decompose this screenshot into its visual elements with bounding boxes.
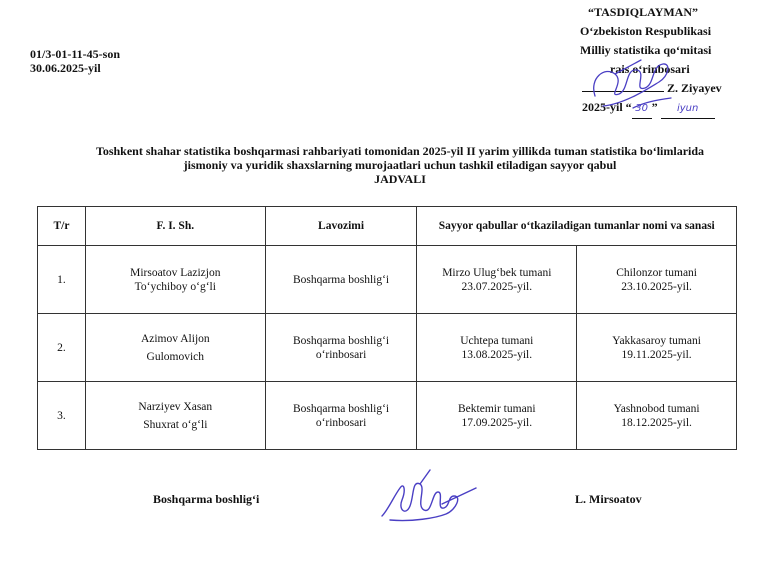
header-name: F. I. Sh. xyxy=(85,207,265,246)
table-row xyxy=(38,314,737,382)
approval-heading: “TASDIQLAYMAN” xyxy=(588,5,699,19)
row-name xyxy=(85,246,265,314)
district-name: Uchtepa tumani xyxy=(460,334,534,347)
row-name xyxy=(85,314,265,382)
district-date: 13.08.2025-yil. xyxy=(461,348,533,361)
row-district-1 xyxy=(417,246,577,314)
row-district-1 xyxy=(417,382,577,450)
header-districts: Sayyor qabullar o‘tkaziladigan tumanlar nomi va sanasi xyxy=(417,207,737,246)
registration-block xyxy=(30,47,120,75)
registration-date: 30.06.2025-yil xyxy=(30,61,101,75)
row-position xyxy=(265,246,417,314)
position-line2: o‘rinbosari xyxy=(315,348,367,361)
title-line3: JADVALI xyxy=(374,172,426,186)
approval-position: rais o‘rinbosari xyxy=(610,62,690,76)
footer-signature-icon xyxy=(376,466,480,528)
district-date: 19.11.2025-yil. xyxy=(621,348,692,361)
position-line1: Boshqarma boshlig‘i xyxy=(292,334,390,347)
position-line1: Boshqarma boshlig‘i xyxy=(292,402,390,415)
approval-date-prefix: 2025-yil “ xyxy=(582,100,632,114)
district-date: 17.09.2025-yil. xyxy=(461,416,533,429)
title-line2: jismoniy va yuridik shaxslarning murojaatlari uchun tashkil etiladigan sayyor qabul xyxy=(183,158,617,172)
approval-date-month: iyun xyxy=(661,99,715,119)
district-name: Yakkasaroy tumani xyxy=(612,334,701,347)
approval-signatory: Z. Ziyayev xyxy=(667,81,722,95)
approval-signature-icon xyxy=(585,48,677,120)
district-name: Bektemir tumani xyxy=(458,402,536,415)
row-district-2 xyxy=(577,314,737,382)
schedule-table xyxy=(37,206,737,450)
registration-number: 01/3-01-11-45-son xyxy=(30,47,120,61)
row-num: 2. xyxy=(38,314,86,382)
approval-org-line2: Milliy statistika qo‘mitasi xyxy=(580,43,712,57)
row-name xyxy=(85,382,265,450)
name-line2: To‘ychiboy o‘g‘li xyxy=(134,280,216,293)
row-num: 3. xyxy=(38,382,86,450)
header-num: T/r xyxy=(38,207,86,246)
name-line1: Azimov Alijon xyxy=(140,332,210,345)
name-line1: Narziyev Xasan xyxy=(138,400,213,413)
document-title xyxy=(40,144,760,186)
row-district-1 xyxy=(417,314,577,382)
row-position xyxy=(265,382,417,450)
district-name: Yashnobod tumani xyxy=(613,402,700,415)
table-row xyxy=(38,382,737,450)
district-name: Mirzo Ulug‘bek tumani xyxy=(442,266,552,279)
footer-position: Boshqarma boshlig‘i xyxy=(153,492,260,506)
district-name: Chilonzor tumani xyxy=(616,266,697,279)
row-district-2 xyxy=(577,382,737,450)
district-date: 18.12.2025-yil. xyxy=(621,416,692,429)
position-line2: o‘rinbosari xyxy=(315,416,367,429)
row-district-2 xyxy=(577,246,737,314)
district-date: 23.07.2025-yil. xyxy=(461,280,533,293)
row-num: 1. xyxy=(38,246,86,314)
name-line2: Shuxrat o‘g‘li xyxy=(143,418,208,431)
title-line1: Toshkent shahar statistika boshqarmasi rahbariyati tomonidan 2025-yil II yarim yillikda tuman statistika bo‘limlarida xyxy=(95,144,705,158)
name-line2: Gulomovich xyxy=(146,350,205,363)
approval-date-day: 30 xyxy=(632,99,652,119)
approval-date-mid: ” xyxy=(651,100,658,114)
approval-org-line1: O‘zbekiston Respublikasi xyxy=(580,24,712,38)
table-row xyxy=(38,246,737,314)
header-position: Lavozimi xyxy=(265,207,417,246)
name-line1: Mirsoatov Lazizjon xyxy=(130,266,221,279)
district-date: 23.10.2025-yil. xyxy=(621,280,692,293)
position-line1: Boshqarma boshlig‘i xyxy=(292,273,390,286)
footer-signatory: L. Mirsoatov xyxy=(575,492,642,506)
table-header-row xyxy=(38,207,737,246)
row-position xyxy=(265,314,417,382)
